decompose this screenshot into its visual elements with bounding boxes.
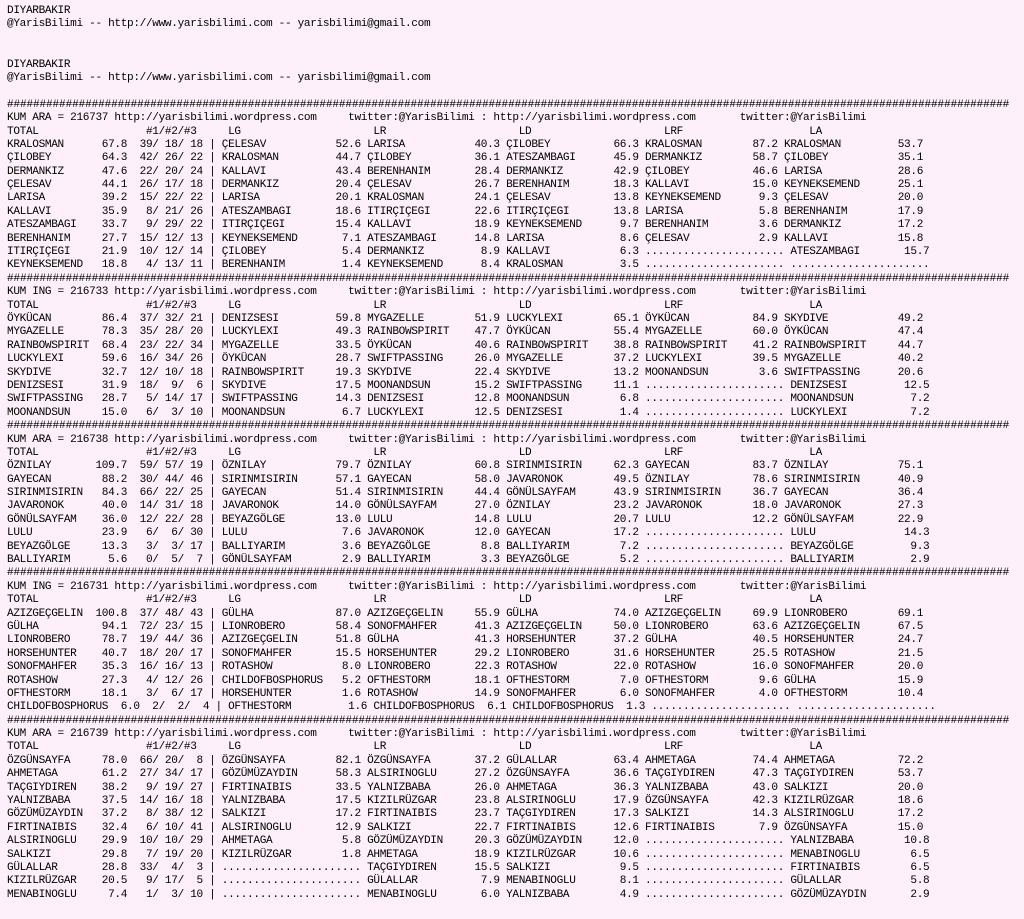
horse-row: FIRTINAIBIS 32.4 6/ 10/ 41 | ALSIRINOGLU 12.9 SALKIZI 22.7 FIRTINAIBIS 12.6 FIRTINAIBIS 7.9 ÖZGÜNSAYFA 15.0 xyxy=(7,821,924,834)
race-header: KUM ING = 216731 http://yarisbilimi.wordpress.com twitter:@YarisBilimi : http://yarisbilimi.wordpress.com twitter:@YarisBilimi xyxy=(7,580,867,593)
horse-row: GÖNÜLSAYFAM 36.0 12/ 22/ 28 | BEYAZGÖLGE 13.0 LULU 14.8 LULU 20.7 LULU 12.2 GÖNÜLSAYFAM 22.9 xyxy=(7,513,924,526)
blank-line xyxy=(7,45,1009,58)
column-header-row: TOTAL #1/#2/#3 LG LR LD LRF LA xyxy=(7,299,822,312)
horse-row: ITIRÇIÇEGI 21.9 10/ 12/ 14 | ÇILOBEY 5.4 DERMANKIZ 8.9 KALLAVI 6.3 ...................... ATESZAMBAGI 15.7 xyxy=(7,246,930,259)
horse-row: BERENHANIM 27.7 15/ 12/ 13 | KEYNEKSEMEND 7.1 ATESZAMBAGI 14.8 LARISA 8.6 ÇELESAV 2.9 KALLAVI 15.8 xyxy=(7,232,924,245)
race-statistics-document xyxy=(7,5,1009,902)
horse-row: ÇILOBEY 64.3 42/ 26/ 22 | KRALOSMAN 44.7 ÇILOBEY 36.1 ATESZAMBAGI 45.9 DERMANKIZ 58.7 ÇILOBEY 35.1 xyxy=(7,152,924,165)
horse-row: BALLIYARIM 5.6 0/ 5/ 7 | GÖNÜLSAYFAM 2.9 BALLIYARIM 3.3 BEYAZGÖLGE 5.2 ...................... BALLIYARIM 2.9 xyxy=(7,554,930,567)
horse-row: SWIFTPASSING 28.7 5/ 14/ 17 | SWIFTPASSING 14.3 DENIZSESI 12.8 MOONANDSUN 6.8 ...................... MOONANDSUN 7.2 xyxy=(7,393,930,406)
horse-row: ÖZNILAY 109.7 59/ 57/ 19 | ÖZNILAY 79.7 ÖZNILAY 60.8 SIRINMISIRIN 62.3 GAYECAN 83.7 ÖZNILAY 75.1 xyxy=(7,460,924,473)
separator-line: ########################################################################################################################################################## xyxy=(7,714,1010,727)
horse-row: GÖZÜMÜZAYDIN 37.2 8/ 38/ 12 | SALKIZI 17.2 FIRTINAIBIS 23.7 TAÇGIYDIREN 17.3 SALKIZI 14.3 ALSIRINOGLU 17.2 xyxy=(7,808,924,821)
horse-row: MYGAZELLE 78.3 35/ 28/ 20 | LUCKYLEXI 49.3 RAINBOWSPIRIT 47.7 ÖYKÜCAN 55.4 MYGAZELLE 60.0 ÖYKÜCAN 47.4 xyxy=(7,326,924,339)
horse-row: JAVARONOK 40.0 14/ 31/ 18 | JAVARONOK 14.0 GÖNÜLSAYFAM 27.0 ÖZNILAY 23.2 JAVARONOK 18.0 JAVARONOK 27.3 xyxy=(7,500,924,513)
horse-row: LUCKYLEXI 59.6 16/ 34/ 26 | ÖYKÜCAN 28.7 SWIFTPASSING 26.0 MYGAZELLE 37.2 LUCKYLEXI 39.5 MYGAZELLE 40.2 xyxy=(7,353,924,366)
horse-row: TAÇGIYDIREN 38.2 9/ 19/ 27 | FIRTINAIBIS 33.5 YALNIZBABA 26.0 AHMETAGA 36.3 YALNIZBABA 43.0 SALKIZI 20.0 xyxy=(7,781,924,794)
race-header: KUM ARA = 216738 http://yarisbilimi.wordpress.com twitter:@YarisBilimi : http://yarisbilimi.wordpress.com twitter:@YarisBilimi xyxy=(7,433,867,446)
horse-row: DERMANKIZ 47.6 22/ 20/ 24 | KALLAVI 43.4 BERENHANIM 28.4 DERMANKIZ 42.9 ÇILOBEY 46.6 LARISA 28.6 xyxy=(7,165,924,178)
horse-row: KRALOSMAN 67.8 39/ 18/ 18 | ÇELESAV 52.6 LARISA 40.3 ÇILOBEY 66.3 KRALOSMAN 87.2 KRALOSMAN 53.7 xyxy=(7,138,924,151)
horse-row: AHMETAGA 61.2 27/ 34/ 17 | GÖZÜMÜZAYDIN 58.3 ALSIRINOGLU 27.2 ÖZGÜNSAYFA 36.6 TAÇGIYDIREN 47.3 TAÇGIYDIREN 53.7 xyxy=(7,768,924,781)
race-header: KUM ARA = 216737 http://yarisbilimi.wordpress.com twitter:@YarisBilimi : http://yarisbilimi.wordpress.com twitter:@YarisBilimi xyxy=(7,112,867,125)
horse-row: ÖYKÜCAN 86.4 37/ 32/ 21 | DENIZSESI 59.8 MYGAZELLE 51.9 LUCKYLEXI 65.1 ÖYKÜCAN 84.9 SKYDIVE 49.2 xyxy=(7,312,924,325)
horse-row: KEYNEKSEMEND 18.8 4/ 13/ 11 | BERENHANIM 1.4 KEYNEKSEMEND 8.4 KRALOSMAN 3.5 ...................... ...................... xyxy=(7,259,930,272)
horse-row: LULU 23.9 6/ 6/ 30 | LULU 7.6 JAVARONOK 12.0 GAYECAN 17.2 ...................... LULU 14.3 xyxy=(7,527,930,540)
separator-line: ########################################################################################################################################################## xyxy=(7,98,1010,111)
horse-row: GÜLALLAR 28.8 33/ 4/ 3 | ...................... TAÇGIYDIREN 15.5 SALKIZI 9.5 ...................... FIRTINAIBIS 6.5 xyxy=(7,862,930,874)
column-header-row: TOTAL #1/#2/#3 LG LR LD LRF LA xyxy=(7,125,822,138)
blank-line xyxy=(7,32,1009,45)
column-header-row: TOTAL #1/#2/#3 LG LR LD LRF LA xyxy=(7,594,822,607)
horse-row: SALKIZI 29.8 7/ 19/ 20 | KIZILRÜZGAR 1.8 AHMETAGA 18.9 KIZILRÜZGAR 10.6 ...................... MENABINOGLU 6.5 xyxy=(7,848,930,861)
horse-row: MENABINOGLU 7.4 1/ 3/ 10 | ...................... MENABINOGLU 6.0 YALNIZBABA 4.9 ...................... GÖZÜMÜZAYDIN 2.9 xyxy=(7,888,930,901)
column-header-row: TOTAL #1/#2/#3 LG LR LD LRF LA xyxy=(7,741,822,754)
horse-row: OFTHESTORM 18.1 3/ 6/ 17 | HORSEHUNTER 1.6 ROTASHOW 14.9 SONOFMAHFER 6.0 SONOFMAHFER 4.0 OFTHESTORM 10.4 xyxy=(7,687,924,700)
horse-row: ROTASHOW 27.3 4/ 12/ 26 | CHILDOFBOSPHORUS 5.2 OFTHESTORM 18.1 OFTHESTORM 7.0 OFTHESTORM 9.6 GÜLHA 15.9 xyxy=(7,674,924,687)
horse-row: ÖZGÜNSAYFA 78.0 66/ 20/ 8 | ÖZGÜNSAYFA 82.1 ÖZGÜNSAYFA 37.2 GÜLALLAR 63.4 AHMETAGA 74.4 AHMETAGA 72.2 xyxy=(7,754,924,767)
horse-row: RAINBOWSPIRIT 68.4 23/ 22/ 34 | MYGAZELLE 33.5 ÖYKÜCAN 40.6 RAINBOWSPIRIT 38.8 RAINBOWSPIRIT 41.2 RAINBOWSPIRIT 44.7 xyxy=(7,339,924,352)
horse-row: KALLAVI 35.9 8/ 21/ 26 | ATESZAMBAGI 18.6 ITIRÇIÇEGI 22.6 ITIRÇIÇEGI 13.8 LARISA 5.8 BERENHANIM 17.9 xyxy=(7,205,924,218)
horse-row: SONOFMAHFER 35.3 16/ 16/ 13 | ROTASHOW 8.0 LIONROBERO 22.3 ROTASHOW 22.0 ROTASHOW 16.0 SONOFMAHFER 20.0 xyxy=(7,661,924,674)
horse-row: ÇELESAV 44.1 26/ 17/ 18 | DERMANKIZ 20.4 ÇELESAV 26.7 BERENHANIM 18.3 KALLAVI 15.0 KEYNEKSEMEND 25.1 xyxy=(7,179,924,192)
column-header-row: TOTAL #1/#2/#3 LG LR LD LRF LA xyxy=(7,446,822,459)
separator-line: ########################################################################################################################################################## xyxy=(7,272,1010,285)
separator-line: ########################################################################################################################################################## xyxy=(7,420,1010,433)
horse-row: HORSEHUNTER 40.7 18/ 20/ 17 | SONOFMAHFER 15.5 HORSEHUNTER 29.2 LIONROBERO 31.6 HORSEHUNTER 25.5 ROTASHOW 21.5 xyxy=(7,647,924,660)
horse-row: BEYAZGÖLGE 13.3 3/ 3/ 17 | BALLIYARIM 3.6 BEYAZGÖLGE 8.8 BALLIYARIM 7.2 ...................... BEYAZGÖLGE 9.3 xyxy=(7,540,930,553)
horse-row: GÜLHA 94.1 72/ 23/ 15 | LIONROBERO 58.4 SONOFMAHFER 41.3 AZIZGEÇGELIN 50.0 LIONROBERO 63.6 AZIZGEÇGELIN 67.5 xyxy=(7,620,924,633)
race-header: KUM ARA = 216739 http://yarisbilimi.wordpress.com twitter:@YarisBilimi : http://yarisbilimi.wordpress.com twitter:@YarisBilimi xyxy=(7,728,867,741)
blank-line xyxy=(7,85,1009,98)
horse-row: ALSIRINOGLU 29.9 10/ 10/ 29 | AHMETAGA 5.8 GÖZÜMÜZAYDIN 20.3 GÖZÜMÜZAYDIN 12.0 ...................... YALNIZBABA 10.8 xyxy=(7,835,930,848)
horse-row: KIZILRÜZGAR 20.5 9/ 17/ 5 | ...................... GÜLALLAR 7.9 MENABINOGLU 8.1 ...................... GÜLALLAR 5.8 xyxy=(7,875,930,888)
horse-row: LIONROBERO 78.7 19/ 44/ 36 | AZIZGEÇGELIN 51.8 GÜLHA 41.3 HORSEHUNTER 37.2 GÜLHA 40.5 HORSEHUNTER 24.7 xyxy=(7,634,924,647)
horse-row: LARISA 39.2 15/ 22/ 22 | LARISA 20.1 KRALOSMAN 24.1 ÇELESAV 13.8 KEYNEKSEMEND 9.3 ÇELESAV 20.0 xyxy=(7,192,924,205)
horse-row: CHILDOFBOSPHORUS 6.0 2/ 2/ 4 | OFTHESTORM 1.6 CHILDOFBOSPHORUS 6.1 CHILDOFBOSPHORUS 1.3 ...................... ...................... xyxy=(7,701,936,714)
horse-row: ATESZAMBAGI 33.7 9/ 29/ 22 | ITIRÇIÇEGI 15.4 KALLAVI 18.9 KEYNEKSEMEND 9.7 BERENHANIM 3.6 DERMANKIZ 17.2 xyxy=(7,219,924,232)
contact-line: @YarisBilimi -- http://www.yarisbilimi.com -- yarisbilimi@gmail.com xyxy=(7,71,431,84)
horse-row: AZIZGEÇGELIN 100.8 37/ 48/ 43 | GÜLHA 87.0 AZIZGEÇGELIN 55.9 GÜLHA 74.0 AZIZGEÇGELIN 69.9 LIONROBERO 69.1 xyxy=(7,607,924,620)
city-title: DIYARBAKIR xyxy=(7,58,71,71)
horse-row: YALNIZBABA 37.5 14/ 16/ 18 | YALNIZBABA 17.5 KIZILRÜZGAR 23.8 ALSIRINOGLU 17.9 ÖZGÜNSAYFA 42.3 KIZILRÜZGAR 18.6 xyxy=(7,795,924,808)
race-header: KUM ING = 216733 http://yarisbilimi.wordpress.com twitter:@YarisBilimi : http://yarisbilimi.wordpress.com twitter:@YarisBilimi xyxy=(7,286,867,299)
horse-row: SIRINMISIRIN 84.3 66/ 22/ 25 | GAYECAN 51.4 SIRINMISIRIN 44.4 GÖNÜLSAYFAM 43.9 SIRINMISIRIN 36.7 GAYECAN 36.4 xyxy=(7,487,924,500)
horse-row: SKYDIVE 32.7 12/ 10/ 18 | RAINBOWSPIRIT 19.3 SKYDIVE 22.4 SKYDIVE 13.2 MOONANDSUN 3.6 SWIFTPASSING 20.6 xyxy=(7,366,924,379)
horse-row: MOONANDSUN 15.0 6/ 3/ 10 | MOONANDSUN 6.7 LUCKYLEXI 12.5 DENIZSESI 1.4 ...................... LUCKYLEXI 7.2 xyxy=(7,406,930,419)
city-title: DIYARBAKIR xyxy=(7,5,71,17)
horse-row: DENIZSESI 31.9 18/ 9/ 6 | SKYDIVE 17.5 MOONANDSUN 15.2 SWIFTPASSING 11.1 ...................... DENIZSESI 12.5 xyxy=(7,379,930,392)
separator-line: ########################################################################################################################################################## xyxy=(7,567,1010,580)
contact-line: @YarisBilimi -- http://www.yarisbilimi.com -- yarisbilimi@gmail.com xyxy=(7,18,431,31)
horse-row: GAYECAN 88.2 30/ 44/ 46 | SIRINMISIRIN 57.1 GAYECAN 58.0 JAVARONOK 49.5 ÖZNILAY 78.6 SIRINMISIRIN 40.9 xyxy=(7,473,924,486)
